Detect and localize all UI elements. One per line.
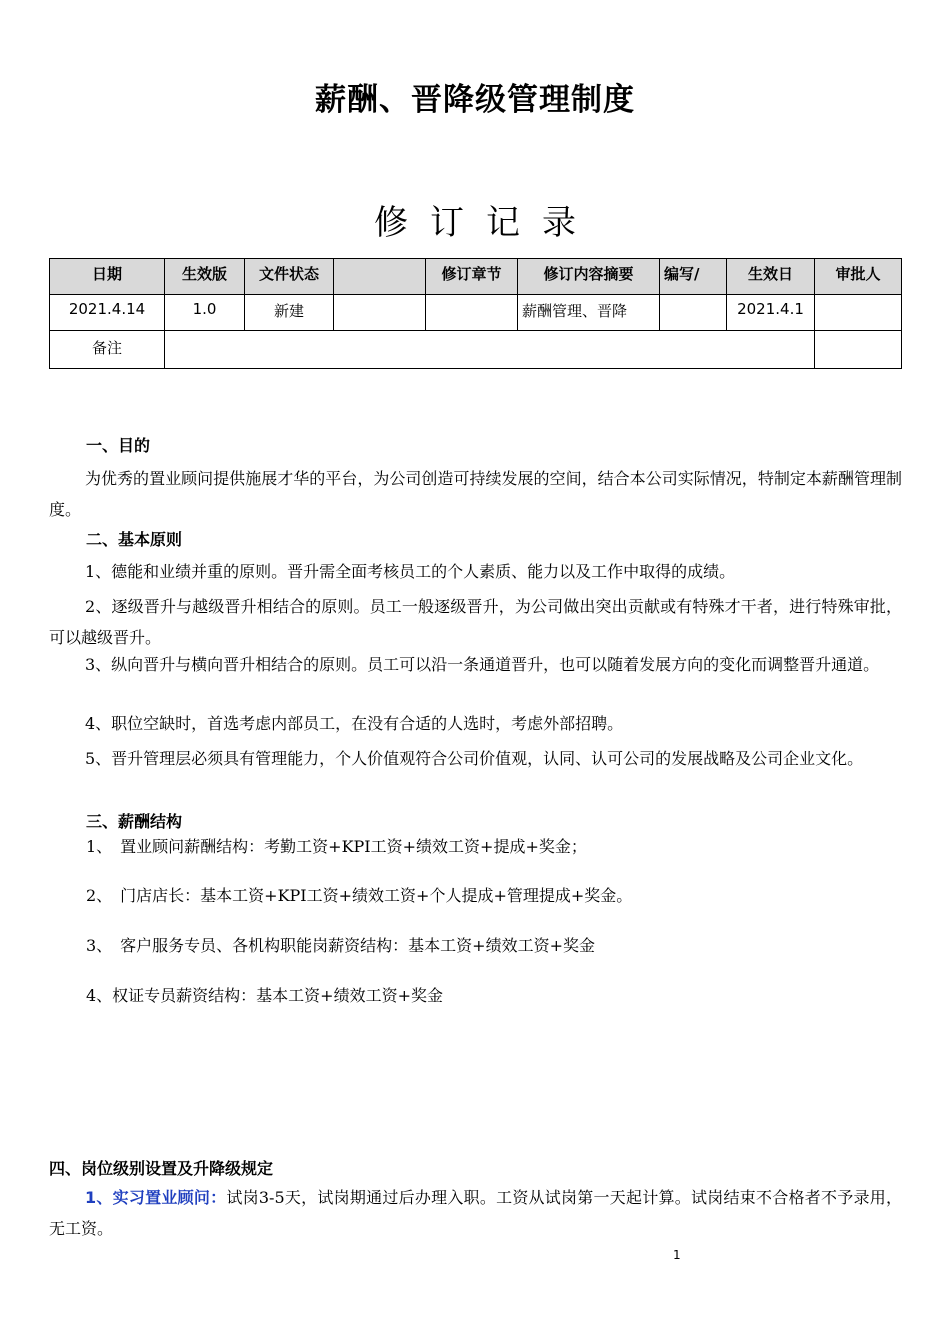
cell-author: [660, 295, 727, 331]
principle-item: 3、纵向晋升与横向晋升相结合的原则。员工可以沿一条通道晋升，也可以随着发展方向的变化而调整晋升通道。: [85, 655, 880, 674]
revision-table: [49, 258, 902, 369]
remark-label: 备注: [50, 331, 165, 369]
salary-structure-item: 2、 门店店长：基本工资+KPI工资+绩效工资+个人提成+管理提成+奖金。: [86, 886, 633, 905]
cell-file-status: 新建: [245, 295, 334, 331]
section-4-title: 四、岗位级别设置及升降级规定: [49, 1159, 274, 1178]
revision-table-header-row: [50, 259, 902, 295]
cell-revised-chapter: [426, 295, 518, 331]
intern-consultant-text: 试岗3-5天，试岗期通过后办理入职。工资从试岗第一天起计算。试岗结束不合格者不予录用，无工资。: [49, 1188, 902, 1238]
header-author: 编写/: [660, 259, 727, 295]
header-revision-summary: 修订内容摘要: [518, 259, 660, 295]
remark-extra: [815, 331, 902, 369]
principle-item: 4、职位空缺时，首选考虑内部员工，在没有合适的人选时，考虑外部招聘。: [85, 714, 624, 733]
salary-structure-item: 4、权证专员薪资结构：基本工资+绩效工资+奖金: [86, 986, 443, 1005]
principle-item: 2、逐级晋升与越级晋升相结合的原则。员工一般逐级晋升，为公司做出突出贡献或有特殊才干者，进行特殊审批，可以越级晋升。: [49, 597, 902, 647]
salary-structure-item: 1、 置业顾问薪酬结构：考勤工资+KPI工资+绩效工资+提成+奖金；: [86, 837, 587, 856]
principle-item: 5、晋升管理层必须具有管理能力，个人价值观符合公司价值观，认同、认可公司的发展战略及公司企业文化。: [85, 749, 864, 768]
revision-record-title: 修订记录: [374, 203, 598, 243]
section-1-text: 为优秀的置业顾问提供施展才华的平台，为公司创造可持续发展的空间，结合本公司实际情况，特制定本薪酬管理制度。: [49, 469, 902, 519]
page-number: 1: [673, 1248, 681, 1262]
header-revised-chapter: 修订章节: [426, 259, 518, 295]
section-1-title: 一、目的: [86, 436, 151, 455]
cell-date: 2021.4.14: [50, 295, 165, 331]
document-title: 薪酬、晋降级管理制度: [315, 82, 635, 118]
section-3-title: 三、薪酬结构: [86, 812, 183, 831]
header-approver: 审批人: [815, 259, 902, 295]
table-row: [50, 295, 902, 331]
table-row-remarks: [50, 331, 902, 369]
cell-blank: [334, 295, 426, 331]
principle-item: 1、德能和业绩并重的原则。晋升需全面考核员工的个人素质、能力以及工作中取得的成绩。: [85, 562, 736, 581]
header-blank: [334, 259, 426, 295]
section-2-title: 二、基本原则: [86, 530, 183, 549]
header-date: 日期: [50, 259, 165, 295]
cell-version: 1.0: [165, 295, 245, 331]
intern-consultant-heading: 1、实习置业顾问：: [85, 1188, 227, 1207]
cell-revision-summary: 薪酬管理、晋降: [518, 295, 660, 331]
cell-approver: [815, 295, 902, 331]
header-version: 生效版: [165, 259, 245, 295]
header-file-status: 文件状态: [245, 259, 334, 295]
header-effective-date: 生效日: [727, 259, 815, 295]
remark-value: [165, 331, 815, 369]
cell-effective-date: 2021.4.1: [727, 295, 815, 331]
salary-structure-item: 3、 客户服务专员、各机构职能岗薪资结构：基本工资+绩效工资+奖金: [86, 936, 595, 955]
section-4-item-1: [49, 1182, 902, 1244]
